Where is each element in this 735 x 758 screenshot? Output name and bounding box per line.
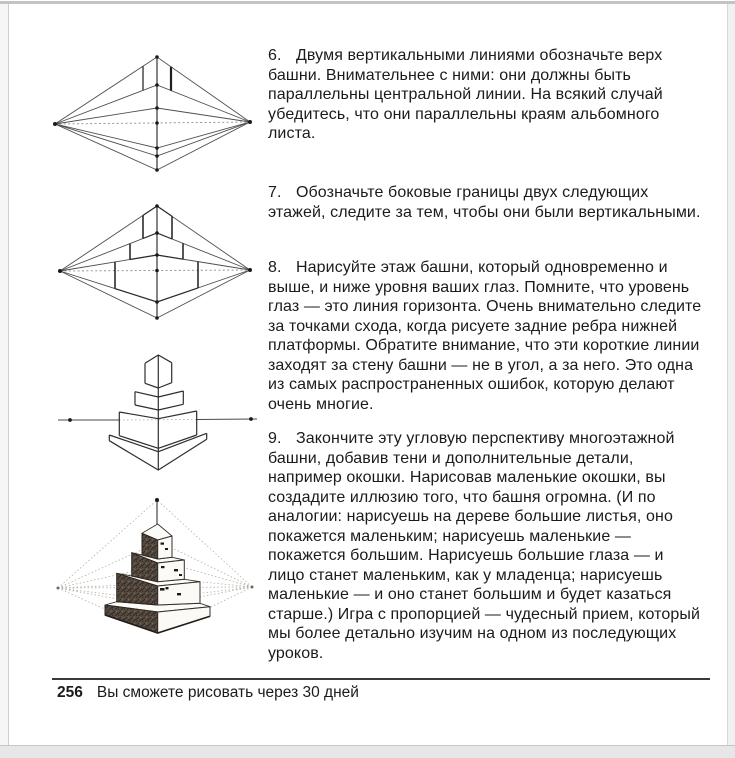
page-footer [57, 684, 359, 702]
step-8-clean-tower-outline-drawing [33, 338, 261, 476]
step-7-tier-construction-drawing [43, 193, 261, 325]
paragraph-number: 6. [268, 47, 282, 64]
instruction-paragraph-7 [268, 183, 704, 222]
paragraph-number: 7. [268, 184, 282, 201]
scan-edge-top [0, 1, 735, 4]
figure-step-6 [38, 46, 256, 179]
paragraph-text: Закончите эту угловую перспективу многоэтажной башни, добавив тени и дополнительные детали, например окошки. Нарисовав маленькие окошки, вы создадите иллюзию того, что башня огромна. (И по аналогии: нарисуешь на дереве большие листья, оно покажется маленьким; нарисуешь маленькие — покажется большим. Нарисуешь большие глаза — и лицо станет маленьким, как у младенца; нарисуешь маленькие — и оно станет большим и будет казаться старше.) Игра с пропорцией — чудесный прием, который мы более детально изучим на одном из последующих уроков. [268, 430, 701, 662]
figure-step-9 [28, 490, 266, 673]
figure-step-7 [43, 193, 261, 330]
instruction-paragraph-9 [268, 429, 704, 663]
scan-edge-left [8, 4, 9, 745]
figure-step-8 [33, 338, 261, 481]
instruction-paragraph-6 [268, 46, 704, 144]
step-9-shaded-finished-tower-drawing [28, 490, 266, 668]
scan-edge-bottom [0, 745, 735, 758]
step-6-perspective-skeleton-drawing [38, 46, 256, 174]
scan-right-margin [728, 4, 735, 746]
paragraph-text: Двумя вертикальными линиями обозначьте верх башни. Внимательнее с ними: они должны быть параллельны центральной линии. На всякий случай убедитесь, что они параллельны краям альбомного листа. [268, 47, 663, 142]
paragraph-text: Нарисуйте этаж башни, который одновременно и выше, и ниже уровня ваших глаз. Помните, что уровень глаз — это линия горизонта. Очень внимательно следите за точками схода, когда рисуете задние ребра нижней платформы. Обратите внимание, что эти короткие линии заходят за стену башни — не в угол, а за него. Это одна из самых распространенных ошибок, которую делают очень многие. [268, 259, 702, 413]
scan-left-margin [0, 4, 8, 746]
footer-page-number: 256 [57, 684, 83, 701]
footer-book-title: Вы сможете рисовать через 30 дней [96, 684, 359, 701]
scan-edge-right [727, 4, 728, 745]
paragraph-number: 9. [268, 430, 282, 447]
instruction-paragraph-8 [268, 258, 704, 414]
footer-rule [52, 678, 710, 680]
paragraph-text: Обозначьте боковые границы двух следующих этажей, следите за тем, чтобы они были вертикальными. [268, 184, 701, 221]
paragraph-number: 8. [268, 259, 282, 276]
